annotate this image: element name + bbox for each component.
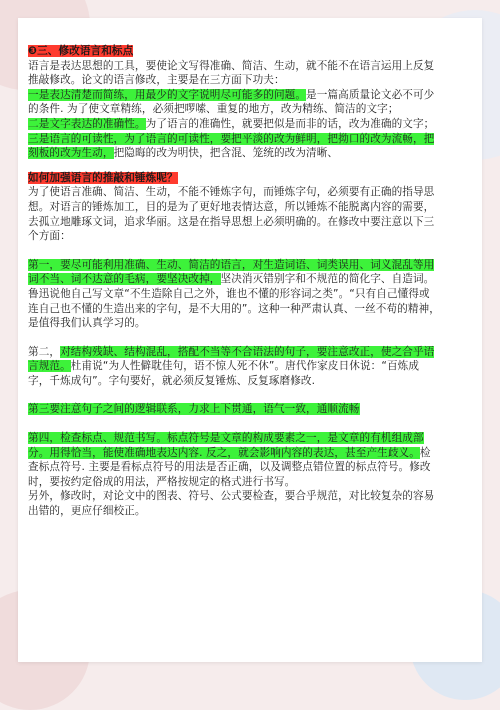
- highlighted-text: 对结构残缺、结构混乱，搭配不当等不合语法的句子，要注意改正，使之合乎语言规范。: [28, 345, 435, 373]
- subheading: [28, 171, 440, 186]
- paragraph: [28, 489, 440, 518]
- body-text: 为了使语言准确、简洁、生动，不能不锤炼字句，而锤炼字句，必须要有正确的指导思想。对语言的锤炼加工，目的是为了更好地表情达意，所以锤炼不能脱离内容的需要，去孤立地雕琢文词，追求华丽。这是在指导思想上必须明确的。在修改中要注意以下三个方面：: [28, 186, 435, 243]
- body-text: 把隐晦的改为明快，把含混、笼统的改为清晰、: [113, 147, 339, 160]
- subheading-text: 如何加强语言的推敲和锤炼呢？: [28, 171, 178, 184]
- highlighted-text: 二是文字表达的准确性。: [28, 117, 146, 130]
- body-text: 坚决消灭错别字和不规范的简化字、自造词。鲁迅说他自己写文章“不生造除自己之外，谁也不懂的形容词之类”。“只有自己懂得或连自己也不懂的生造出来的字句，是不大用的”。这种一种严肃认真、一丝不苟的精神，是值得我们认真学习的。: [28, 273, 440, 330]
- body-text: 第二，: [28, 345, 61, 358]
- paragraph: [28, 88, 440, 117]
- paragraph: [28, 59, 440, 88]
- body-text: 另外，修改时，对论文中的图表、符号、公式要检查，要合乎规范，对比较复杂的容易出错的，更应仔细校正。: [28, 490, 435, 518]
- highlighted-text: 第四，检查标点、规范书写。标点符号是文章的构成要素之一，是文章的有机组成部分。用得恰当，能使准确地表达内容. 反之，就会影响内容的表达，甚至产生歧义。: [28, 432, 424, 459]
- body-text: 检查标点符号. 主要是看标点符号的用法是否正确，以及调整点错位置的标点符号。修改时，要按约定俗成的用法，严格按规定的格式进行书写。: [28, 446, 431, 488]
- body-text: 为了语言的准确性，就要把似是而非的话，改为准确的文字；: [145, 117, 435, 130]
- paragraph: [28, 132, 440, 161]
- highlighted-text: 第三要注意句子之间的逻辑联系，力求上下贯通，语气一致，通顺流畅: [28, 403, 360, 416]
- body-text: 是一篇高质量论文必不可少的条件. 为了使文章精练，必须把啰嗦、重复的地方，改为精练、简洁的文字；: [28, 88, 435, 116]
- paragraph: [28, 117, 440, 132]
- highlighted-text: 三是语言的可读性，为了语言的可读性，要把平淡的改为鲜明，把拗口的改为流畅，把刻板的改为生动，: [28, 132, 435, 160]
- highlighted-text: 一是表达清楚而简练，用最少的文字说明尽可能多的问题。: [28, 88, 307, 101]
- paragraph-third: [28, 402, 440, 417]
- body-text: 杜甫说“为人性僻耽佳句，语不惊人死不休”。唐代作家皮日休说：“百炼成字，千炼成句”。字句要好，就必须反复锤炼、反复琢磨修改.: [28, 360, 420, 387]
- highlighted-text: 第一，要尽可能利用准确、生动、简洁的语言，对生造词语、词类误用、词义混乱等用词不当、词不达意的毛病，要坚决改掉，: [28, 258, 435, 286]
- section-heading: [28, 44, 440, 59]
- section-heading-text: ❸三、修改语言和标点: [28, 45, 134, 57]
- paragraph-fourth: [28, 431, 440, 489]
- paragraph-second: [28, 345, 440, 389]
- intro-text: 语言是表达思想的工具，要使论文写得准确、简洁、生动，就不能不在语言运用上反复推敲修改。论文的语言修改，主要是在三方面下功夫：: [28, 59, 435, 87]
- document-content: [28, 44, 440, 519]
- paragraph: [28, 185, 440, 243]
- paragraph-first: [28, 258, 440, 331]
